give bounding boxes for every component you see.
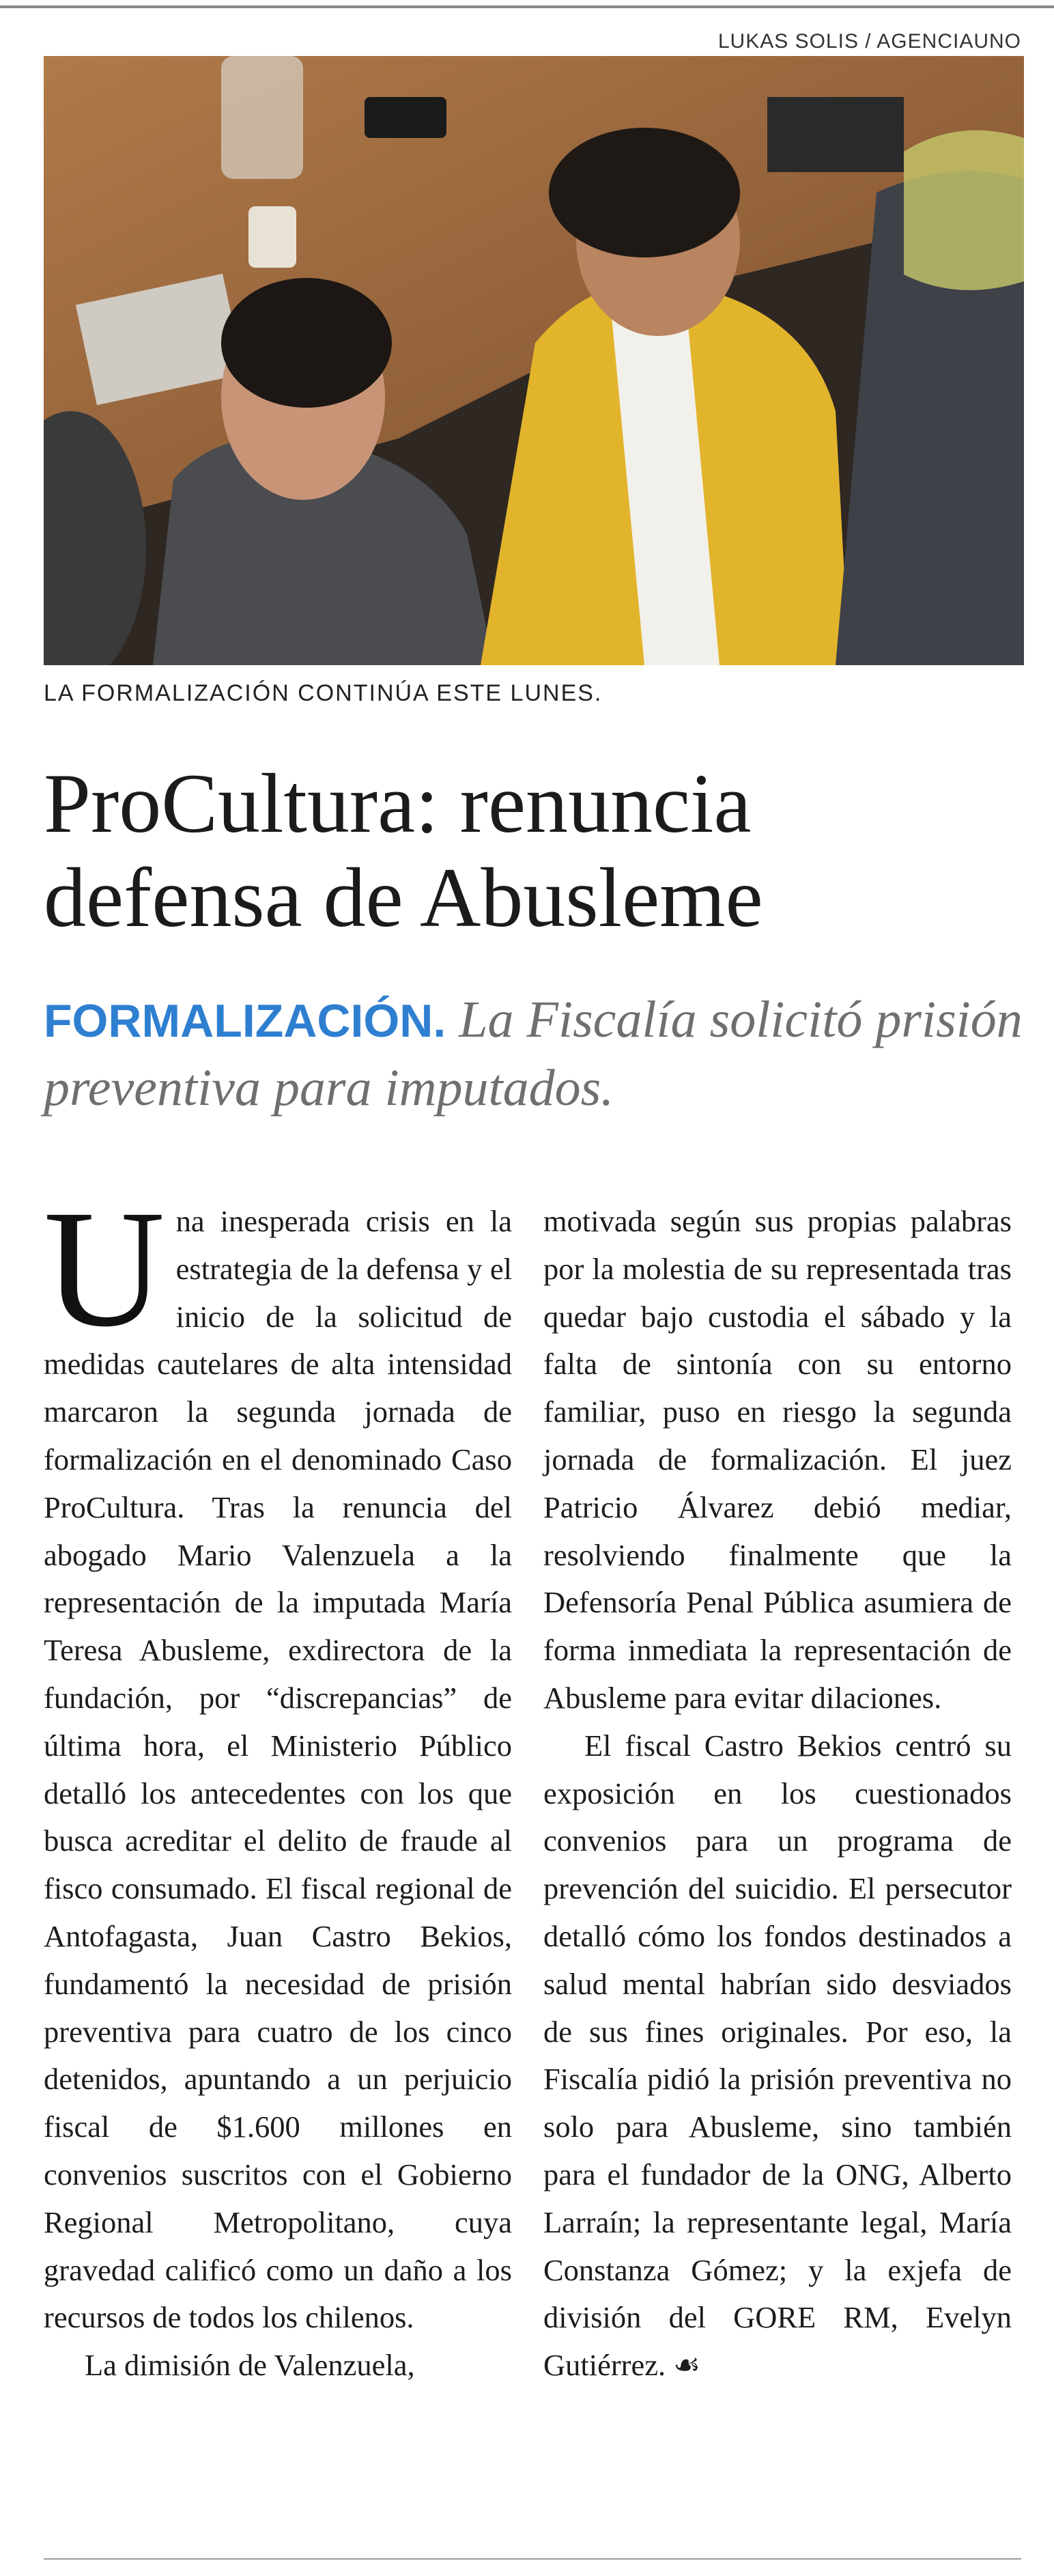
- body-column-left: [44, 1176, 512, 2516]
- article-headline: [44, 757, 1027, 945]
- article-body: [44, 1176, 1012, 2516]
- body-paragraph-2-end: motivada según sus propias palabras por la molestia de su representada tras quedar bajo custodia el sábado y la falta de sintonía con su entorno familiar, puso en riesgo la segunda jornada de formalización. El juez Patricio Álvarez debió mediar, resolviendo finalmente que la Defensoría Penal Pública asumiera de forma inmediata la representación de Abusleme para evitar dilaciones.: [543, 1204, 1012, 1715]
- end-mark-icon: ☙: [673, 2348, 701, 2383]
- bottom-rule: [44, 2558, 1021, 2560]
- courtroom-photo-illustration: [44, 56, 1024, 665]
- photo-caption: LA FORMALIZACIÓN CONTINÚA ESTE LUNES.: [44, 680, 603, 706]
- drop-cap: U: [44, 1176, 165, 1362]
- headline-line-1: ProCultura: renuncia: [44, 757, 752, 850]
- top-rule: [0, 5, 1054, 8]
- body-paragraph-2-start: La dimisión de Valenzuela,: [85, 2348, 415, 2383]
- article-deck: [44, 986, 1027, 1121]
- body-paragraph-1: Una inesperada crisis en la estrategia de la defensa y el inicio de la solicitud de medidas cautelares de alta intensidad marcaron la segunda jornada de formalización en el denominado Caso ProCultura. Tras la renuncia del abogado Mario Valenzuela a la representación de la imputada María Teresa Abusleme, exdirectora de la fundación, por “discrepancias” de última hora, el Ministerio Público detalló los antecedentes con los que busca acreditar el delito de fraude al fisco consumado. El fiscal regional de Antofagasta, Juan Castro Bekios, fundamentó la necesidad de prisión preventiva para cuatro de los cinco detenidos, apuntando a un perjuicio fiscal de $1.600 millones en convenios suscritos con el Gobierno Regional Metropolitano, cuya gravedad calificó como un daño a los recursos de todos los chilenos.: [44, 1176, 512, 2335]
- section-kicker: FORMALIZACIÓN.: [44, 995, 446, 1047]
- photo-credit: LUKAS SOLIS / AGENCIAUNO: [717, 30, 1021, 53]
- body-paragraph-3: El fiscal Castro Bekios centró su exposición en los cuestionados convenios para un programa de prevención del suicidio. El persecutor detalló cómo los fondos destinados a salud mental habrían sido desviados de sus fines originales. Por eso, la Fiscalía pidió la prisión preventiva no solo para Abusleme, sino también para el fundador de la ONG, Alberto Larraín; la representante legal, María Constanza Gómez; y la exjefa de división del GORE RM, Evelyn Gutiérrez. ☙: [543, 1728, 1012, 2383]
- news-photo: [44, 56, 1024, 665]
- headline-line-2: defensa de Abusleme: [44, 851, 763, 944]
- body-column-right: [543, 1198, 1012, 2516]
- article-subtitle: La Fiscalía solicitó prisión preventiva para imputados.: [44, 991, 1023, 1117]
